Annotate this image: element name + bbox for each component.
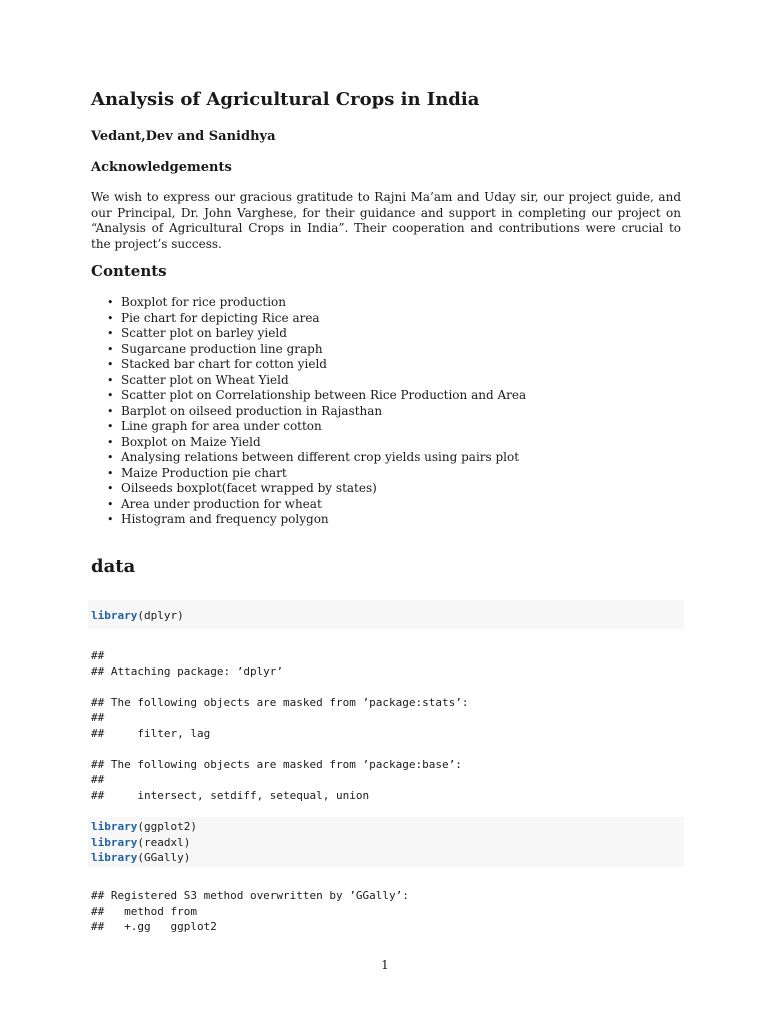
list-item: • Maize Production pie chart [121,466,526,482]
acknowledgements-heading: Acknowledgements [91,160,232,175]
code-block [88,817,684,867]
list-item: • Barplot on oilseed production in Rajasthan [121,404,526,420]
code-args: (GGally) [137,851,191,864]
list-item: • Line graph for area under cotton [121,419,526,435]
code-output [91,888,409,935]
code-args: (dplyr) [137,609,184,622]
acknowledgements-text: We wish to express our gracious gratitude to Rajni Ma’am and Uday sir, our project guide, and our Principal, Dr. John Varghese, for their guidance and support in completing our project on “Analysis of Agricultural Crops in India”. Their cooperation and contributions were crucial to the project’s success. [91,190,681,251]
list-item: • Scatter plot on barley yield [121,326,526,342]
code-output [91,648,469,803]
code-args: (readxl) [137,835,191,849]
document-authors: Vedant,Dev and Sanidhya [91,129,276,144]
list-item: • Boxplot on Maize Yield [121,435,526,451]
code-keyword: library [91,609,138,622]
list-item: • Boxplot for rice production [121,295,526,311]
code-keyword: library [91,835,138,849]
code-line [91,850,681,866]
output-line: ## intersect, setdiff, setequal, union [91,788,370,802]
output-line: ## method from [91,904,197,918]
output-line [91,741,469,757]
list-item: • Analysing relations between different crop yields using pairs plot [121,450,526,466]
code-args: (ggplot2) [137,820,197,833]
code-keyword: library [91,820,138,833]
code-keyword: library [91,851,138,864]
output-line: ## The following objects are masked from ’package:base’: [91,757,462,771]
list-item: • Scatter plot on Correlationship between Rice Production and Area [121,388,526,404]
output-line: ## Registered S3 method overwritten by ’GGally’: [91,889,409,902]
list-item: • Pie chart for depicting Rice area [121,311,526,327]
output-line: ## filter, lag [91,726,211,740]
output-line: ## +.gg ggplot2 [91,920,217,933]
code-block [88,600,684,629]
output-line [91,679,469,695]
list-item: • Stacked bar chart for cotton yield [121,357,526,373]
output-line: ## The following objects are masked from ’package:stats’: [91,695,469,709]
document-title: Analysis of Agricultural Crops in India [91,89,480,110]
page-number: 1 [381,958,389,972]
output-line: ## [91,773,105,786]
code-line [91,608,681,624]
code-line [91,819,681,835]
contents-heading: Contents [91,262,167,280]
list-item: • Oilseeds boxplot(facet wrapped by states) [121,481,526,497]
output-line: ## [91,649,105,662]
section-heading-data: data [91,556,136,577]
contents-list [91,295,526,528]
list-item: • Scatter plot on Wheat Yield [121,373,526,389]
code-line [91,835,681,851]
list-item: • Area under production for wheat [121,497,526,513]
list-item: • Histogram and frequency polygon [121,512,526,528]
output-line: ## Attaching package: ’dplyr’ [91,664,284,678]
list-item: • Sugarcane production line graph [121,342,526,358]
output-line: ## [91,711,105,724]
